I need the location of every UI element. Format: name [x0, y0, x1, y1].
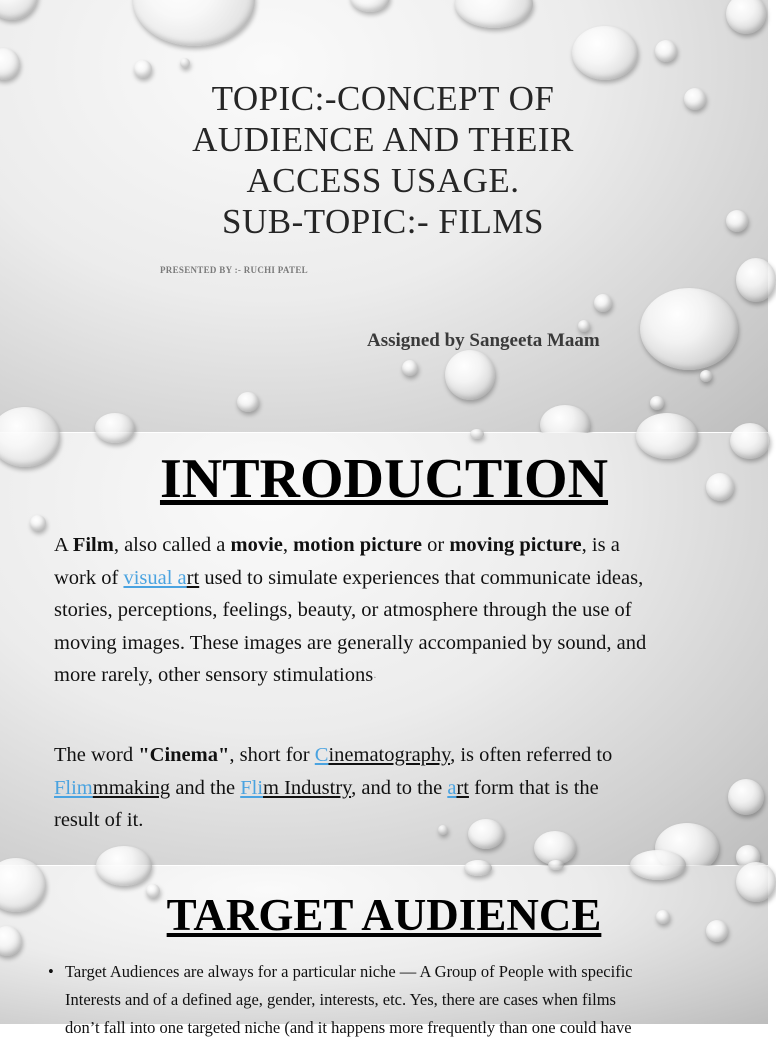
text-run: form that is the	[468, 776, 599, 799]
target-audience-slide	[0, 866, 768, 1037]
title-line: ACCESS USAGE.	[246, 161, 520, 200]
filmmaking-link-tail[interactable]: mmaking	[92, 776, 171, 799]
slide-title	[100, 78, 666, 242]
text-run: , short for	[229, 744, 315, 766]
bold-term: "Cinema"	[138, 744, 230, 766]
water-drop	[237, 392, 259, 412]
bold-term: movie	[230, 534, 283, 556]
list-item-line: Interests and of a defined age, gender, interests, etc. Yes, there are cases when films	[65, 990, 616, 1009]
text-run: , and to the	[351, 776, 448, 799]
water-drop	[134, 60, 152, 78]
introduction-slide	[0, 433, 768, 865]
water-drop	[30, 515, 46, 531]
water-drop	[470, 429, 484, 439]
bold-term: Film	[72, 534, 114, 556]
water-drop	[726, 210, 748, 232]
paragraph-line	[54, 562, 744, 595]
water-drop	[464, 860, 492, 876]
water-drop	[350, 0, 390, 12]
text-run: used to simulate experiences that communicate ideas,	[199, 566, 644, 589]
water-drop	[630, 850, 686, 880]
paragraph-line: moving images. These images are generally accompanied by sound, and	[54, 631, 647, 654]
definition-paragraph	[54, 529, 744, 696]
title-line: SUB-TOPIC:- FILMS	[222, 202, 544, 241]
water-drop	[96, 846, 152, 886]
water-drop	[736, 258, 776, 302]
paragraph-line: result of it.	[54, 809, 144, 831]
water-drop	[726, 0, 766, 34]
water-drop	[700, 370, 712, 382]
footnote-dot: ·	[373, 673, 377, 684]
water-drop	[650, 396, 664, 410]
list-item-line: don’t fall into one targeted niche (and it happens more frequently than one could have	[65, 1018, 632, 1037]
water-drop	[548, 860, 564, 870]
text-run: ,	[282, 534, 294, 556]
film-industry-link[interactable]: Fli	[240, 776, 264, 799]
slide-heading: TARGET AUDIENCE	[166, 890, 602, 940]
bold-term: motion picture	[293, 534, 423, 556]
list-item-line: Target Audiences are always for a particular niche — A Group of People with specific	[65, 962, 633, 981]
text-run: , also called a	[113, 534, 231, 556]
cinematography-link-tail[interactable]: inematography	[328, 744, 451, 766]
text-run: , is often referred to	[450, 744, 613, 766]
paragraph-line	[54, 772, 744, 805]
cinema-paragraph	[54, 739, 744, 837]
text-run: , is a	[581, 534, 620, 556]
water-drop	[572, 26, 638, 80]
water-drop	[0, 48, 20, 80]
text-run: more rarely, other sensory stimulations	[54, 664, 374, 686]
art-link-tail[interactable]: rt	[456, 776, 469, 799]
filmmaking-link[interactable]: Flim	[54, 776, 93, 799]
water-drop	[0, 0, 38, 20]
visual-art-link[interactable]: visual a	[123, 566, 187, 589]
text-run: work of	[54, 566, 124, 589]
bullet-list	[48, 958, 748, 1042]
title-slide	[0, 0, 768, 432]
title-line: TOPIC:-CONCEPT OF	[211, 79, 555, 118]
water-drop	[133, 0, 255, 46]
slide-heading: INTRODUCTION	[159, 448, 609, 510]
cinematography-link[interactable]: C	[314, 744, 329, 766]
water-drop	[594, 294, 612, 312]
text-run: The word	[54, 744, 139, 766]
presented-by: PRESENTED BY :- RUCHI PATEL	[160, 265, 308, 275]
paragraph-line	[54, 739, 744, 772]
assigned-by: Assigned by Sangeeta Maam	[367, 330, 600, 351]
water-drop	[402, 360, 418, 376]
water-drop	[655, 40, 677, 62]
paragraph-line	[54, 529, 744, 562]
film-industry-link-tail[interactable]: m Industry	[263, 776, 352, 799]
water-drop	[684, 88, 706, 110]
water-drop	[640, 288, 738, 370]
text-run: and the	[170, 776, 241, 799]
text-run: A	[54, 534, 73, 556]
water-drop	[95, 413, 135, 443]
water-drop	[445, 350, 495, 400]
list-item	[48, 958, 748, 1042]
title-line: AUDIENCE AND THEIR	[192, 120, 574, 159]
paragraph-line	[54, 659, 744, 696]
water-drop	[180, 58, 190, 68]
water-drop	[455, 0, 533, 28]
bullet-icon: •	[48, 962, 54, 981]
paragraph-line: stories, perceptions, feelings, beauty, or atmosphere through the use of	[54, 599, 632, 621]
bold-term: moving picture	[449, 534, 582, 556]
art-link[interactable]: a	[447, 776, 457, 799]
art-link-tail[interactable]: rt	[186, 566, 200, 589]
text-run: or	[422, 534, 450, 556]
